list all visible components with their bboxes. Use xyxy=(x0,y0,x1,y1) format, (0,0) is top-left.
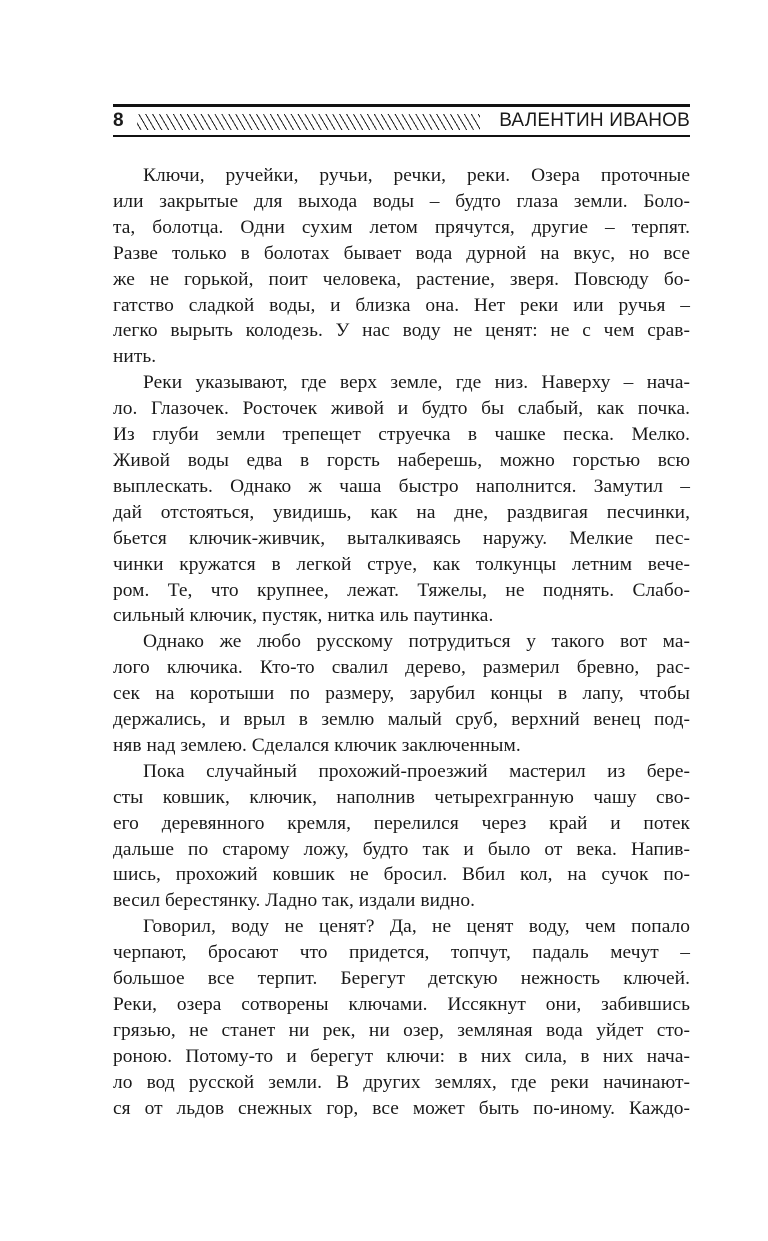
text-line: лого ключика. Кто-то свалил дерево, размерил бревно, рас- xyxy=(113,657,690,679)
text-line: шись, прохожий ковшик не бросил. Вбил кол, на сучок по- xyxy=(113,864,690,886)
text-line: весил берестянку. Ладно так, издали видно. xyxy=(113,890,475,912)
text-line: Реки указывают, где верх земле, где низ. Наверху – нача- xyxy=(143,372,690,394)
text-line: гатство сладкой воды, и близка она. Нет реки или ручья – xyxy=(113,294,690,316)
text-line: Пока случайный прохожий-проезжий мастерил из бере- xyxy=(143,760,690,782)
text-line: сильный ключик, пустяк, нитка иль паутинка. xyxy=(113,605,494,627)
text-line: грязью, не станет ни рек, ни озер, земляная вода уйдет сто- xyxy=(113,1019,690,1041)
header-bottom-rule xyxy=(113,135,690,137)
text-line: черпают, бросают что придется, топчут, падаль мечут – xyxy=(113,942,690,964)
text-line: сты ковшик, ключик, наполнив четырехгранную чашу сво- xyxy=(113,786,690,808)
text-line: ром. Те, что крупнее, лежат. Тяжелы, не поднять. Слабо- xyxy=(113,579,690,601)
text-line: ся от льдов снежных гор, все может быть по-иному. Каждо- xyxy=(113,1097,690,1119)
page-number: 8 xyxy=(113,110,124,131)
text-line: Разве только в болотах бывает вода дурной на вкус, но все xyxy=(113,242,690,264)
text-line: же не горькой, поит человека, растение, зверя. Повсюду бо- xyxy=(113,268,690,290)
text-line: бьется ключик-живчик, выталкиваясь наружу. Мелкие пес- xyxy=(113,527,690,549)
text-line: держались, и врыл в землю малый сруб, верхний венец под- xyxy=(113,709,690,731)
text-line: няв над землею. Сделался ключик заключенным. xyxy=(113,734,521,756)
text-line: выплескать. Однако ж чаша быстро наполнится. Замутил – xyxy=(113,475,690,497)
text-line: Однако же любо русскому потрудиться у такого вот ма- xyxy=(143,631,690,653)
running-header xyxy=(113,104,690,138)
text-line: Из глуби земли трепещет струечка в чашке песка. Мелко. xyxy=(113,424,690,446)
text-line: большое все терпит. Берегут детскую нежность ключей. xyxy=(113,968,690,990)
text-line: чинки кружатся в легкой струе, как толкунцы летним вече- xyxy=(113,553,690,575)
text-line: дальше по старому ложу, будто так и было от века. Напив- xyxy=(113,838,690,860)
text-line: Говорил, воду не ценят? Да, не ценят воду, чем попало xyxy=(143,916,690,938)
body-text xyxy=(113,163,690,1122)
running-head-author: ВАЛЕНТИН ИВАНОВ xyxy=(499,110,690,131)
text-line: Живой воды едва в горсть наберешь, можно горстью всю xyxy=(113,449,690,471)
text-line: нить. xyxy=(113,346,157,368)
text-line: Реки, озера сотворены ключами. Иссякнут они, забившись xyxy=(113,994,690,1015)
text-line: или закрытые для выхода воды – будто глаза земли. Боло- xyxy=(113,190,690,212)
header-hatching-ornament xyxy=(137,114,480,130)
text-line: ло вод русской земли. В других землях, где реки начинают- xyxy=(113,1071,690,1093)
text-line: сек на коротыши по размеру, зарубил концы в лапу, чтобы xyxy=(113,683,690,705)
header-top-rule xyxy=(113,104,690,107)
text-line: легко вырыть колодезь. У нас воду не ценят: не с чем срав- xyxy=(113,320,690,342)
text-line: ло. Глазочек. Росточек живой и будто бы слабый, как почка. xyxy=(113,398,690,420)
text-line: та, болотца. Одни сухим летом прячутся, другие – терпят. xyxy=(113,216,690,238)
text-line: дай отстояться, увидишь, как на дне, раздвигая песчинки, xyxy=(113,501,690,523)
text-line: роною. Потому-то и берегут ключи: в них сила, в них нача- xyxy=(113,1045,690,1067)
text-line: Ключи, ручейки, ручьи, речки, реки. Озера проточные xyxy=(143,165,690,186)
text-line: его деревянного кремля, перелился через край и потек xyxy=(113,812,690,834)
